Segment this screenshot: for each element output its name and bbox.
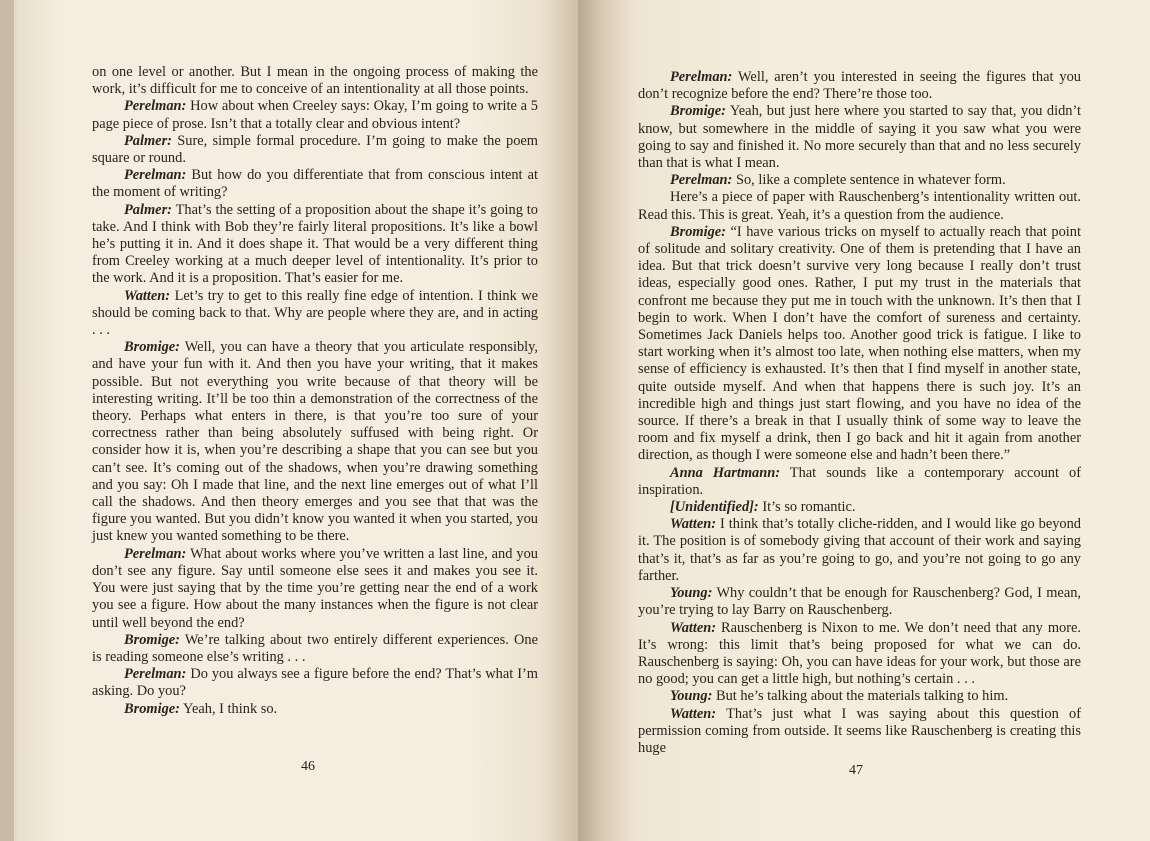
speaker-name: Bromige: <box>124 339 180 356</box>
paragraph: Bromige: “I have various tricks on myself to actually reach that point of solitude and solitary creativity. One of them is pretending that I have an idea. But that trick doesn’t survive very long because I really don’t trust ideas, especially good ones. Rather, I put my trust in the materials that confront me because they put me in touch with the unknown. It’s then that I begin to work. When I don’t have the comfort of sureness and certainty. Sometimes Jack Daniels helps too. Another good trick is fatigue. I like to start working when it’s almost too late, when nothing else matters, when my sense of efficiency is exhausted. It’s then that I find myself in another state, quite outside myself. And when that happens there is such joy. It’s an incredible high and things just start flowing, and you have no idea of the source. If there’s a break in that I usually think of some way to leave the room and fix myself a drink, then I go back and hit it again from another direction, as though I were someone else and hadn’t been there.” <box>638 223 1081 464</box>
speaker-name: Perelman: <box>670 172 733 189</box>
paragraph: Perelman: What about works where you’ve written a last line, and you don’t see any figure. Say until someone else sees it and makes you see it. You were just saying that by the time you’re getting near the end of a work you see a figure. How about the many instances when the figure is not clear until well beyond the end? <box>92 545 539 631</box>
paragraph: Palmer: That’s the setting of a proposition about the shape it’s going to take. And I think with Bob they’re fairly literal propositions. It’s like a bowl he’s putting it in. And it does shape it. That would be a very different thing from Creeley working at a much deeper level of intentionality. It’s prior to the work. And it is a proposition. That’s easier for me. <box>92 201 538 287</box>
speaker-name: Perelman: <box>124 666 187 683</box>
speaker-name: Young: <box>670 688 713 705</box>
speaker-name: Bromige: <box>670 103 726 120</box>
speaker-name: Palmer: <box>124 132 172 149</box>
paragraph: on one level or another. But I mean in the ongoing process of making the work, it’s difficult for me to conceive of an intentionality at all those points. <box>92 64 538 98</box>
paragraph: Palmer: Sure, simple formal procedure. I’m going to make the poem square or round. <box>92 132 538 167</box>
paragraph: [Unidentified]: It’s so romantic. <box>670 499 856 516</box>
paragraph: Perelman: But how do you differentiate that from conscious intent at the moment of writing? <box>92 167 538 201</box>
speaker-name: Watten: <box>670 619 717 636</box>
speaker-name: Bromige: <box>124 631 180 648</box>
speaker-name: Perelman: <box>124 98 187 115</box>
paragraph: Perelman: Do you always see a figure before the end? That’s what I’m asking. Do you? <box>92 666 538 700</box>
paragraph: Young: Why couldn’t that be enough for Rauschenberg? God, I mean, you’re trying to lay Barry on Rauschenberg. <box>638 585 1081 619</box>
left-page-text <box>92 64 538 718</box>
speaker-name: Perelman: <box>670 69 733 85</box>
speaker-name: Watten: <box>124 287 171 304</box>
paragraph: Perelman: So, like a complete sentence in whatever form. <box>670 172 1006 189</box>
paragraph: Bromige: We’re talking about two entirely different experiences. One is reading someone else’s writing . . . <box>92 631 538 665</box>
speaker-name: [Unidentified]: <box>670 499 759 516</box>
paragraph: Bromige: Yeah, I think so. <box>124 700 278 717</box>
paragraph: Watten: Rauschenberg is Nixon to me. We don’t need that any more. It’s wrong: this limit that’s being proposed for what we can do. Rauschenberg is saying: Oh, you can have ideas for your work, but those are no good; you can get a little high, but nothing’s certain . . . <box>638 619 1081 688</box>
paragraph: Perelman: Well, aren’t you interested in seeing the figures that you don’t recognize before the end? There’re those too. <box>638 69 1081 103</box>
speaker-name: Palmer: <box>124 201 172 218</box>
paragraph: Watten: I think that’s totally cliche-ridden, and I would like go beyond it. The position is of somebody giving that account of their work and saying that’s it, that’s as far as you’re going to go, and you’re not going to go any farther. <box>638 516 1081 584</box>
speaker-name: Perelman: <box>124 167 187 184</box>
right-page-text <box>638 69 1081 757</box>
paragraph: Bromige: Well, you can have a theory that you articulate responsibly, and have your fun with it. And then you have your writing, that it makes possible. But not everything you write because of that theory will be interesting writing. It’ll be too thin a demonstration of the correctness of the theory. Perhaps what enters in there, is that you’re too sure of your correctness rather than being absolutely suffused with being right. Or consider how it is, when you’re describing a shape that you can see but you can’t see. It’s coming out of the shadows, when you’re drawing something and you say: Oh I made that line, and the next line emerges out of what I’ll call the shadows. And then theory emerges and you see that that was the figure you wanted. But you didn’t know you wanted it when you started, you just knew you wanted something to be there. <box>92 339 539 545</box>
speaker-name: Bromige: <box>670 223 726 240</box>
right-page <box>578 0 1150 841</box>
paragraph: Watten: That’s just what I was saying about this question of permission coming from outside. It seems like Rauschenberg is creating this huge <box>638 705 1082 756</box>
paragraph: Perelman: How about when Creeley says: Okay, I’m going to write a 5 page piece of prose. Isn’t that a totally clear and obvious intent? <box>92 98 538 132</box>
speaker-name: Watten: <box>670 705 717 722</box>
paragraph: Anna Hartmann: That sounds like a contemporary account of inspiration. <box>638 464 1081 498</box>
speaker-name: Young: <box>670 585 713 602</box>
page-number: 47 <box>849 763 863 778</box>
speaker-name: Bromige: <box>124 700 180 717</box>
speaker-name: Anna Hartmann: <box>670 464 781 481</box>
paragraph: Watten: Let’s try to get to this really fine edge of intention. I think we should be coming back to that. Why are people where they are, and in acting . . . <box>92 287 538 339</box>
paragraph: Here’s a piece of paper with Rauschenberg’s intentionality written out. Read this. This is great. Yeah, it’s a question from the audience. <box>638 189 1081 223</box>
page-number: 46 <box>301 759 315 774</box>
paragraph: Bromige: Yeah, but just here where you started to say that, you didn’t know, but somewhere in the middle of saying it you saw what you were going to say and finished it. No more securely than that and no less securely than that is what I mean. <box>638 103 1081 172</box>
page-edges <box>0 0 14 841</box>
paragraph: Young: But he’s talking about the materials talking to him. <box>670 688 1009 705</box>
speaker-name: Watten: <box>670 516 717 533</box>
speaker-name: Perelman: <box>124 545 187 562</box>
